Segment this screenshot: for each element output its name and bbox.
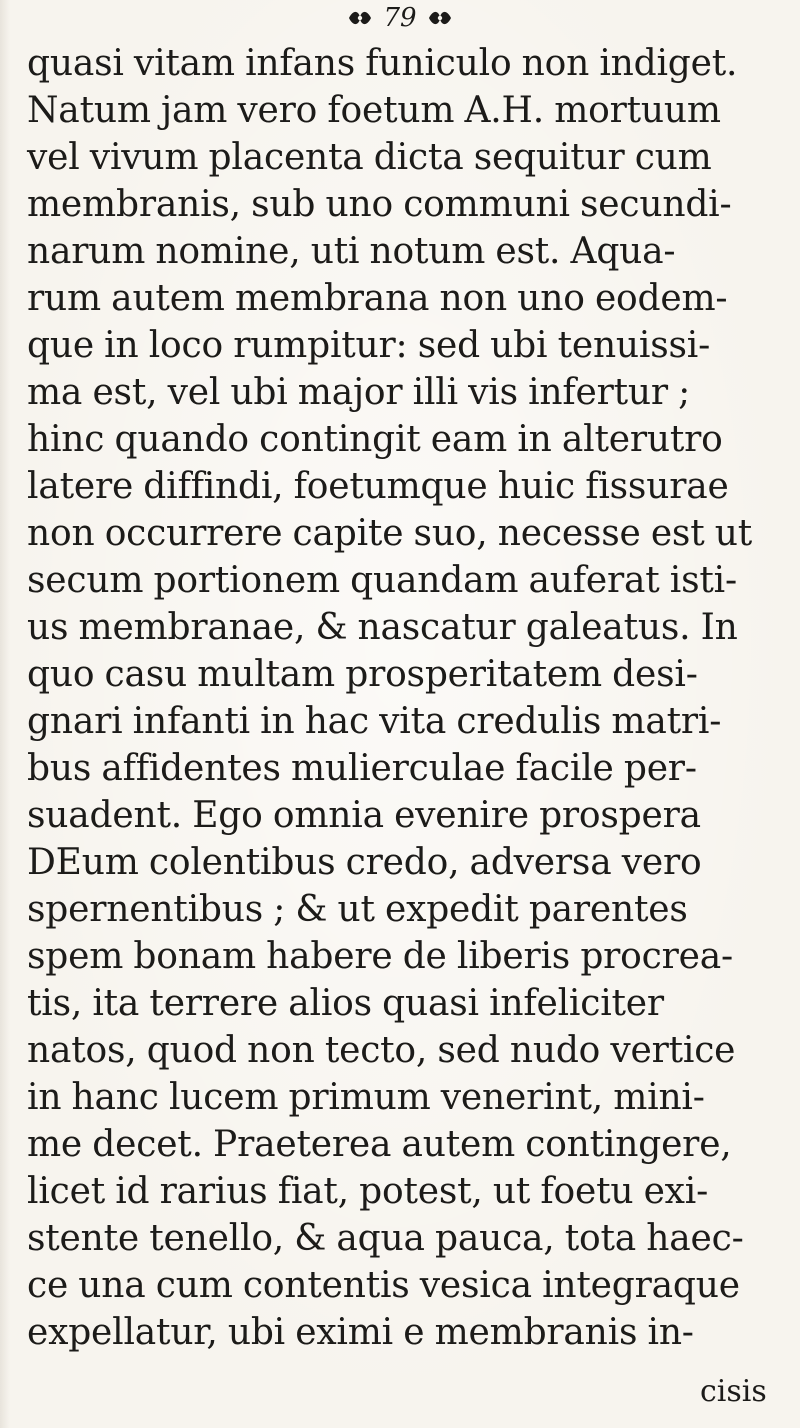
text-line: DEum colentibus credo, adversa vero: [27, 842, 702, 883]
text-line: expellatur, ubi eximi e membranis in-: [27, 1312, 694, 1353]
text-line: Natum jam vero foetum A.H. mortuum: [27, 90, 721, 131]
text-line: vel vivum placenta dicta sequitur cum: [27, 137, 712, 178]
catchword: cisis: [700, 1374, 767, 1409]
text-line: licet id rarius fiat, potest, ut foetu exi-: [27, 1171, 709, 1212]
text-line: quo casu multam prosperitatem desi-: [27, 654, 698, 695]
text-line: us membranae, & nascatur galeatus. In: [27, 607, 738, 648]
text-line: spernentibus ; & ut expedit parentes: [27, 889, 688, 930]
text-line: que in loco rumpitur: sed ubi tenuissi-: [27, 325, 711, 366]
text-line: non occurrere capite suo, necesse est ut: [27, 513, 752, 554]
text-line: hinc quando contingit eam in alterutro: [27, 419, 723, 460]
text-line: ce una cum contentis vesica integraque: [27, 1265, 740, 1306]
text-line: latere diffindi, foetumque huic fissurae: [27, 466, 729, 507]
text-line: membranis, sub uno communi secundi-: [27, 184, 732, 225]
text-line: stente tenello, & aqua pauca, tota haec-: [27, 1218, 744, 1259]
text-line: rum autem membrana non uno eodem-: [27, 278, 728, 319]
fleuron-left-icon: [347, 9, 373, 27]
fleuron-right-icon: [427, 9, 453, 27]
text-line: ma est, vel ubi major illi vis infertur ;: [27, 372, 691, 413]
text-line: suadent. Ego omnia evenire prospera: [27, 795, 701, 836]
text-line: me decet. Praeterea autem contingere,: [27, 1124, 732, 1165]
text-line: natos, quod non tecto, sed nudo vertice: [27, 1030, 736, 1071]
text-line: tis, ita terrere alios quasi infeliciter: [27, 983, 664, 1024]
text-line: spem bonam habere de liberis procrea-: [27, 936, 733, 977]
text-line: quasi vitam infans funiculo non indiget.: [27, 43, 738, 84]
page-number: 79: [383, 3, 417, 33]
text-line: gnari infanti in hac vita credulis matri-: [27, 701, 722, 742]
text-line: in hanc lucem primum venerint, mini-: [27, 1077, 705, 1118]
running-header: [0, 0, 800, 36]
page-gutter-edge: [0, 0, 10, 1428]
text-line: narum nomine, uti notum est. Aqua-: [27, 231, 676, 272]
text-line: secum portionem quandam auferat isti-: [27, 560, 737, 601]
text-line: bus affidentes mulierculae facile per-: [27, 748, 697, 789]
